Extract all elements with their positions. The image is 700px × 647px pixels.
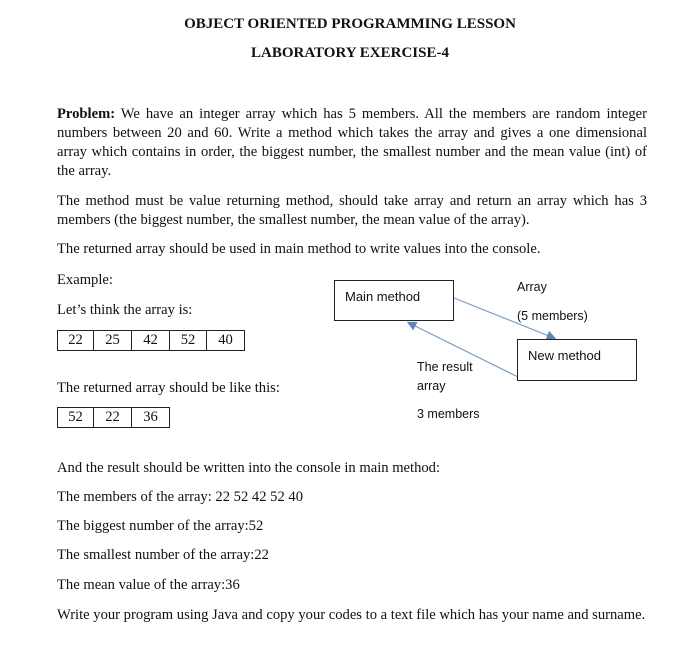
- console-smallest: The smallest number of the array:22: [57, 547, 269, 563]
- think-label: Let’s think the array is:: [57, 302, 193, 318]
- returned-label: The returned array should be like this:: [57, 380, 280, 396]
- console-members: The members of the array: 22 52 42 52 40: [57, 489, 303, 505]
- method-paragraph: The method must be value returning method, should take array and return an array which has 3 members (the biggest number, the smallest number, the mean value of the array).: [57, 193, 647, 228]
- main-method-label: Main method: [345, 289, 421, 304]
- new-method-box: [517, 339, 637, 381]
- example-label: Example:: [57, 272, 113, 288]
- array-cell: 52: [58, 408, 94, 427]
- array-cell: 40: [207, 331, 245, 350]
- array-members-label: (5 members): [517, 309, 588, 323]
- array-cell: 22: [58, 331, 94, 350]
- console-intro: And the result should be written into the console in main method:: [57, 460, 441, 476]
- page-title: OBJECT ORIENTED PROGRAMMING LESSON: [184, 16, 516, 32]
- array-cell: 52: [170, 331, 207, 350]
- array-cell: 22: [94, 408, 132, 427]
- page-subtitle: LABORATORY EXERCISE-4: [251, 45, 449, 61]
- main-method-box: [334, 280, 454, 321]
- array-cell: 42: [132, 331, 170, 350]
- array-cell: 25: [94, 331, 132, 350]
- console-mean: The mean value of the array:36: [57, 577, 240, 593]
- array-label: Array: [517, 280, 547, 294]
- problem-label: Problem:: [57, 106, 116, 122]
- closing-paragraph: Write your program using Java and copy your codes to a text file which has your name and surname.: [57, 607, 646, 623]
- result-array-label: array: [417, 379, 446, 393]
- result-label: The result: [417, 360, 473, 374]
- new-method-label: New method: [528, 348, 601, 363]
- problem-text: We have an integer array which has 5 members. All the members are random integer numbers between 20 and 60. Write a method which takes the array and gives a one dimensional array which contains in order, the biggest number, the smallest number and the mean value (int) of the array.: [57, 106, 647, 179]
- console-biggest: The biggest number of the array:52: [57, 518, 264, 534]
- array-cell: 36: [132, 408, 170, 427]
- result-members-label: 3 members: [417, 407, 480, 421]
- returned-array-paragraph: The returned array should be used in main method to write values into the console.: [57, 241, 541, 257]
